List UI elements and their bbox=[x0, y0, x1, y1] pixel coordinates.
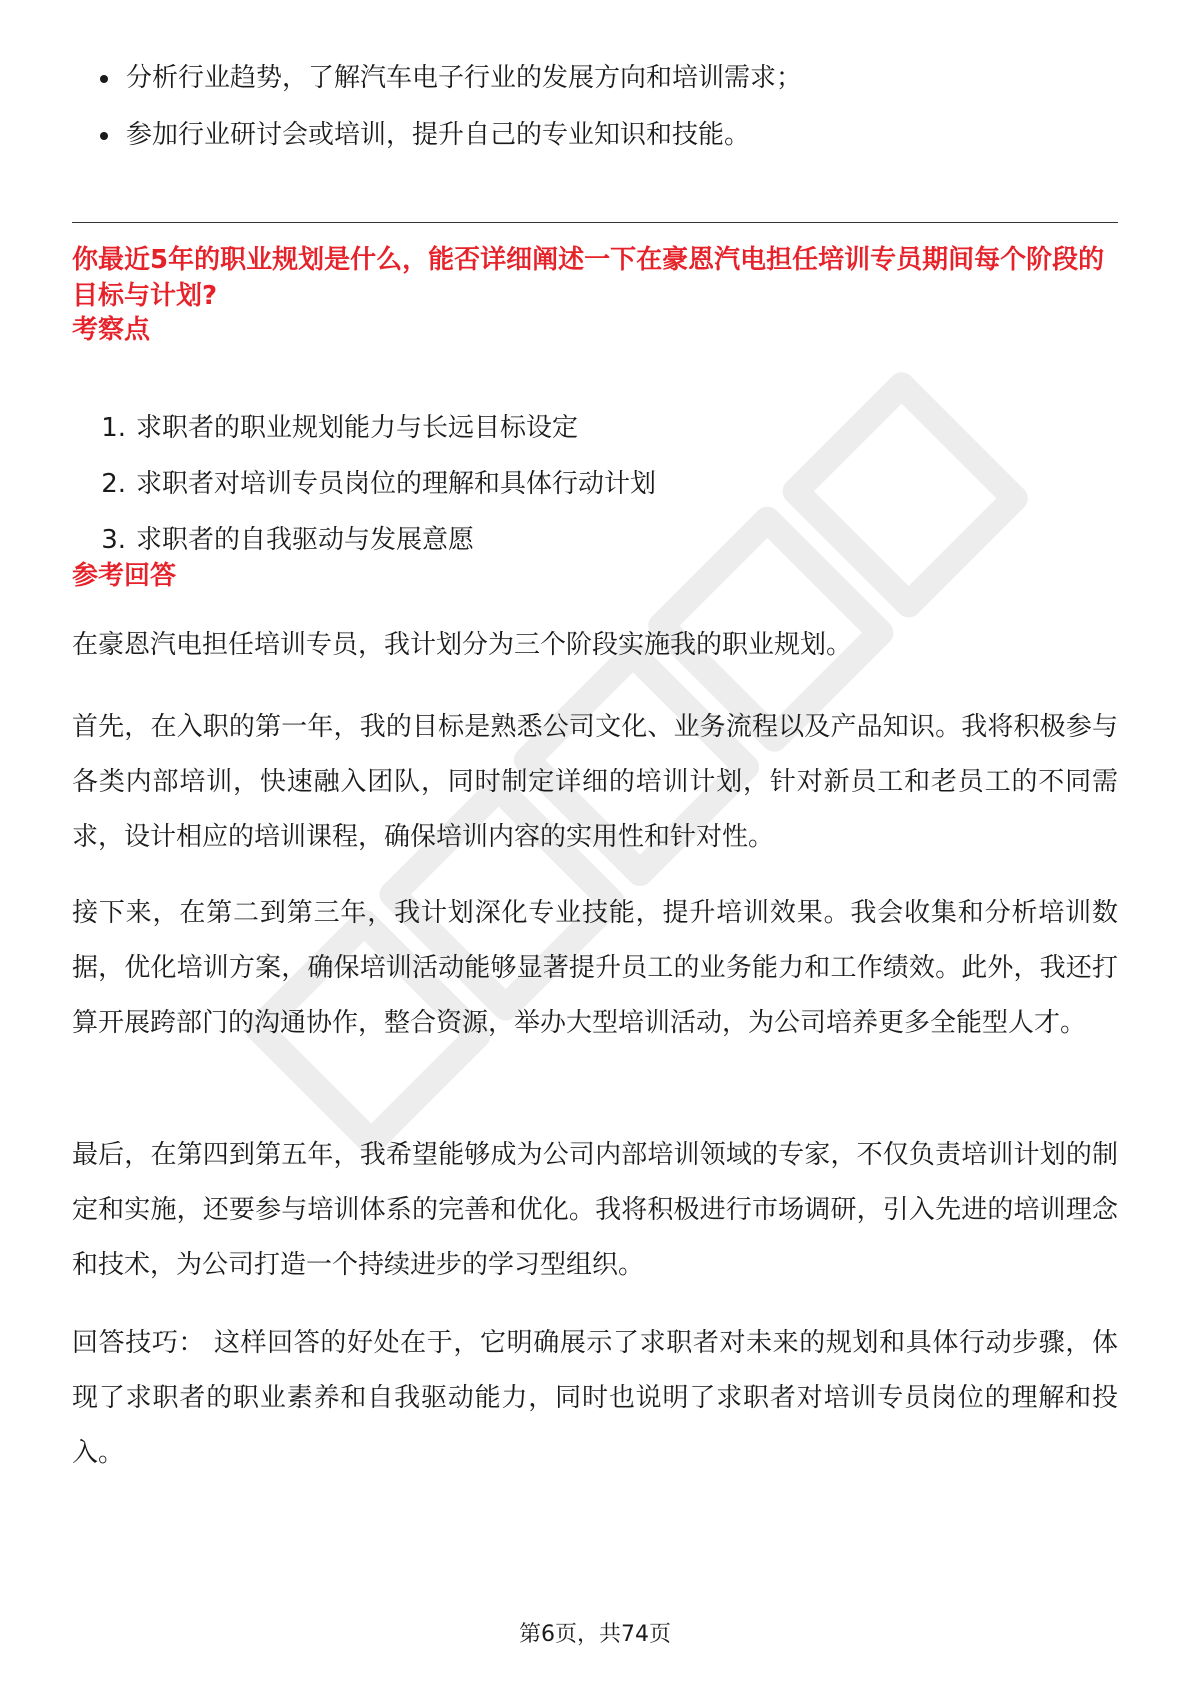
question-heading: 你最近5年的职业规划是什么，能否详细阐述一下在豪恩汽电担任培训专员期间每个阶段的目标与计划? bbox=[72, 245, 1105, 311]
assessment-list bbox=[72, 410, 1118, 578]
list-item: 3. 求职者的自我驱动与发展意愿 bbox=[101, 525, 475, 555]
answer-paragraph-year-two-three: 接下来，在第二到第三年，我计划深化专业技能，提升培训效果。我会收集和分析培训数据，优化培训方案，确保培训活动能够显著提升员工的业务能力和工作绩效。此外，我还打算开展跨部门的沟通协作，整合资源，举办大型培训活动，为公司培养更多全能型人才。 bbox=[72, 898, 1118, 1038]
top-bullet-list bbox=[72, 60, 1118, 174]
bullet-dot-icon bbox=[100, 132, 108, 140]
bullet-dot-icon bbox=[100, 75, 108, 83]
list-item: 分析行业趋势，了解汽车电子行业的发展方向和培训需求； bbox=[72, 60, 1118, 96]
answer-tip-paragraph: 回答技巧： 这样回答的好处在于，它明确展示了求职者对未来的规划和具体行动步骤，体现了求职者的职业素养和自我驱动能力，同时也说明了求职者对培训专员岗位的理解和投入。 bbox=[72, 1328, 1118, 1468]
assessment-title: 考察点 bbox=[72, 315, 151, 345]
answer-paragraph-year-four-five: 最后，在第四到第五年，我希望能够成为公司内部培训领域的专家，不仅负责培训计划的制定和实施，还要参与培训体系的完善和优化。我将积极进行市场调研，引入先进的培训理念和技术，为公司打造一个持续进步的学习型组织。 bbox=[72, 1140, 1118, 1280]
page-number: 第6页，共74页 bbox=[519, 1622, 671, 1647]
list-item: 1. 求职者的职业规划能力与长远目标设定 bbox=[101, 413, 579, 443]
list-item: 2. 求职者对培训专员岗位的理解和具体行动计划 bbox=[101, 469, 657, 499]
reference-title: 参考回答 bbox=[72, 561, 177, 591]
answer-paragraph-intro: 在豪恩汽电担任培训专员，我计划分为三个阶段实施我的职业规划。 bbox=[72, 630, 853, 660]
answer-paragraph-year-one: 首先，在入职的第一年，我的目标是熟悉公司文化、业务流程以及产品知识。我将积极参与各类内部培训，快速融入团队，同时制定详细的培训计划，针对新员工和老员工的不同需求，设计相应的培训课程，确保培训内容的实用性和针对性。 bbox=[72, 712, 1118, 852]
section-divider bbox=[72, 222, 1118, 223]
list-item: 参加行业研讨会或培训，提升自己的专业知识和技能。 bbox=[72, 117, 1118, 153]
